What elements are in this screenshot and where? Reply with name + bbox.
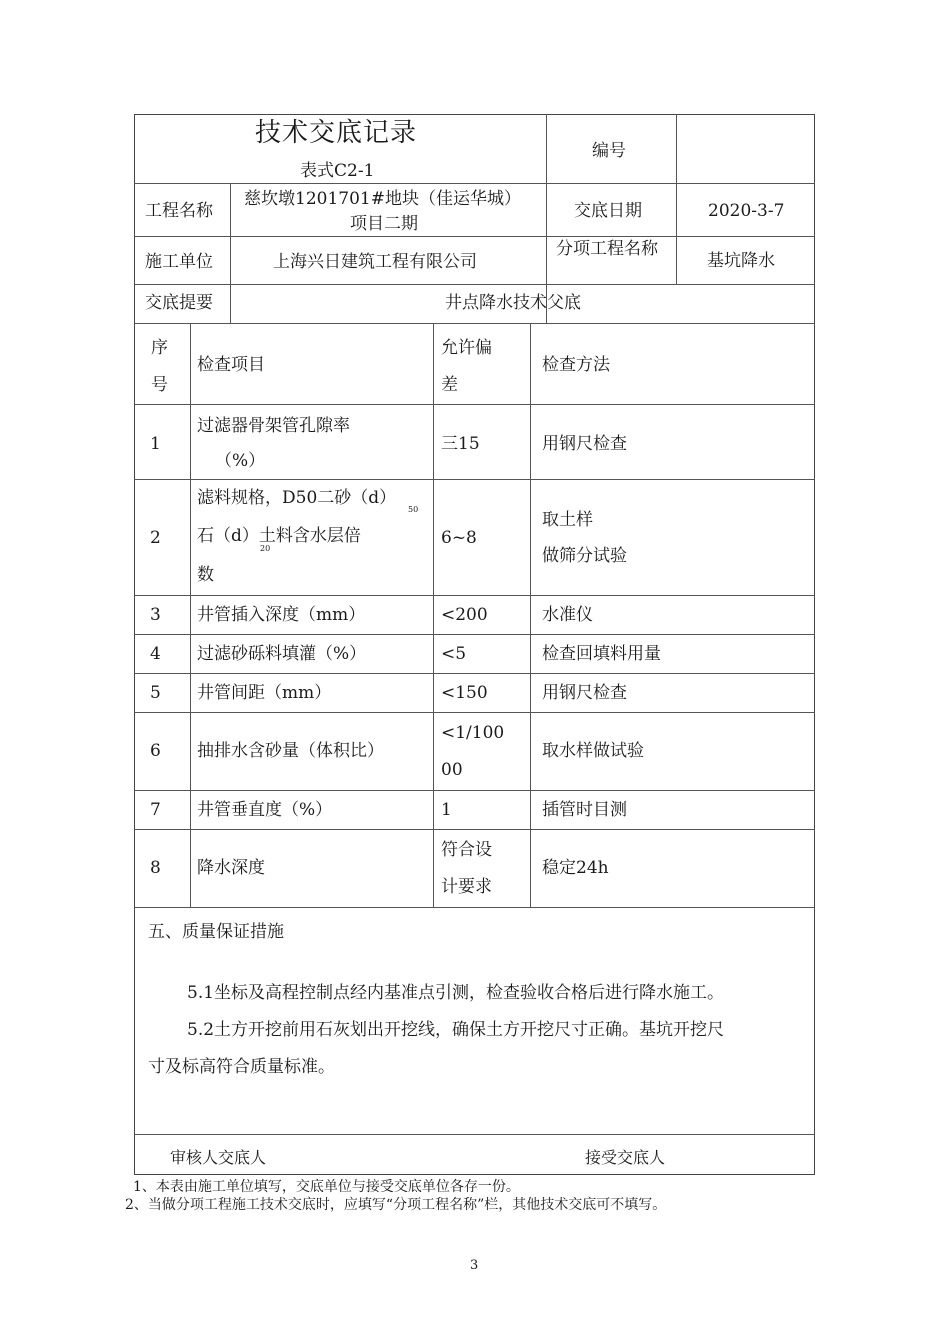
rule-table-col-no xyxy=(190,323,191,907)
date-label: 交底日期 xyxy=(574,201,642,221)
form-code: 表式C2-1 xyxy=(300,161,375,181)
col-item-header: 检查项目 xyxy=(197,355,265,375)
unit-value: 上海兴日建筑工程有限公司 xyxy=(273,252,477,272)
row4-method: 检查回填料用量 xyxy=(542,644,661,664)
row3-tolerance: <200 xyxy=(441,605,488,625)
project-name-line1: 慈坎墩1201701#地块（佳运华城） xyxy=(244,189,521,209)
row2-item-line3: 数 xyxy=(197,565,214,585)
row7-tolerance: 1 xyxy=(441,800,452,820)
rule-quality-bottom xyxy=(134,1134,815,1135)
row1-method: 用钢尺检查 xyxy=(542,434,627,454)
subitem-label: 分项工程名称 xyxy=(556,239,658,259)
quality-paragraph-1: 5.1坐标及高程控制点经内基准点引测，检查验收合格后进行降水施工。 xyxy=(187,983,725,1003)
row6-tolerance-line1: <1/100 xyxy=(441,723,505,743)
rule-row6-bottom xyxy=(134,790,815,791)
rule-row2-bottom xyxy=(134,595,815,596)
number-label: 编号 xyxy=(592,141,626,161)
row6-tolerance-line2: 00 xyxy=(441,760,463,780)
rule-table-col-item xyxy=(433,323,434,907)
unit-label: 施工单位 xyxy=(145,252,213,272)
row2-item-line2: 石（d）土料含水层倍 xyxy=(197,526,361,546)
row8-tolerance-line1: 符合设 xyxy=(441,840,492,860)
row8-item: 降水深度 xyxy=(197,858,265,878)
row2-method-line1: 取土样 xyxy=(542,510,593,530)
row5-tolerance: <150 xyxy=(441,683,488,703)
rule-row8-bottom xyxy=(134,907,815,908)
rule-info-col-right-value xyxy=(676,114,677,284)
rule-unit-bottom xyxy=(134,284,815,285)
row5-no: 5 xyxy=(150,683,161,703)
signature-reviewer-label: 审核人交底人 xyxy=(170,1148,267,1167)
form-title: 技术交底记录 xyxy=(255,118,418,148)
subitem-value: 基坑降水 xyxy=(707,251,775,271)
row1-item-line1: 过滤器骨架管孔隙率 xyxy=(197,416,350,436)
col-tolerance-header-line1: 允许偏 xyxy=(441,338,492,358)
row8-method: 稳定24h xyxy=(542,858,609,878)
col-tolerance-header-line2: 差 xyxy=(441,375,458,395)
row2-subscript-20: 20 xyxy=(260,544,271,553)
row3-method: 水准仪 xyxy=(542,605,593,625)
date-value: 2020-3-7 xyxy=(708,201,785,221)
row4-tolerance: <5 xyxy=(441,644,467,664)
row6-no: 6 xyxy=(150,741,161,761)
rule-summary-bottom xyxy=(134,323,815,324)
rule-row7-bottom xyxy=(134,829,815,830)
page-number: 3 xyxy=(470,1258,479,1273)
row3-item: 井管插入深度（mm） xyxy=(197,605,366,625)
footnote-2: 2、当做分项工程施工技术交底时，应填写“分项工程名称”栏，其他技术交底可不填写。 xyxy=(125,1197,667,1213)
row6-item: 抽排水含砂量（体积比） xyxy=(197,741,384,761)
row4-item: 过滤砂砾料填灌（%） xyxy=(197,644,367,664)
row7-no: 7 xyxy=(150,800,161,820)
rule-row3-bottom xyxy=(134,634,815,635)
project-name-label: 工程名称 xyxy=(145,201,213,221)
rule-info-col-left-label xyxy=(230,183,231,323)
rule-row1-bottom xyxy=(134,479,815,480)
row3-no: 3 xyxy=(150,605,161,625)
rule-row4-bottom xyxy=(134,673,815,674)
summary-value: 井点降水技术父底 xyxy=(445,293,581,313)
rule-table-header-bottom xyxy=(134,404,815,405)
row2-method-line2: 做筛分试验 xyxy=(542,546,627,566)
row7-item: 井管垂直度（%） xyxy=(197,800,333,820)
quality-paragraph-2-line2: 寸及标高符合质量标准。 xyxy=(148,1057,335,1077)
col-no-header-line1: 序 xyxy=(151,338,168,358)
rule-row5-bottom xyxy=(134,712,815,713)
signature-receiver-label: 接受交底人 xyxy=(585,1148,666,1167)
row2-tolerance: 6~8 xyxy=(441,528,477,548)
summary-label: 交底提要 xyxy=(145,293,213,313)
row7-method: 插管时目测 xyxy=(542,800,627,820)
row8-no: 8 xyxy=(150,858,161,878)
quality-paragraph-2-line1: 5.2土方开挖前用石灰划出开挖线，确保土方开挖尺寸正确。基坑开挖尺 xyxy=(187,1020,725,1040)
row6-method: 取水样做试验 xyxy=(542,741,644,761)
row1-tolerance: 三15 xyxy=(441,434,480,454)
row2-subscript-50: 50 xyxy=(408,505,419,514)
row2-no: 2 xyxy=(150,528,161,548)
row2-item-line1: 滤料规格，D50二砂（d） xyxy=(197,488,397,508)
rule-project-bottom xyxy=(134,236,815,237)
quality-heading: 五、质量保证措施 xyxy=(148,922,284,942)
rule-header-bottom xyxy=(134,183,815,184)
row5-method: 用钢尺检查 xyxy=(542,683,627,703)
rule-info-col-right-label xyxy=(546,114,547,323)
row4-no: 4 xyxy=(150,644,161,664)
row5-item: 井管间距（mm） xyxy=(197,683,332,703)
project-name-line2: 项目二期 xyxy=(350,214,418,234)
footnote-1: 1、本表由施工单位填写，交底单位与接受交底单位各存一份。 xyxy=(133,1179,520,1195)
row8-tolerance-line2: 计要求 xyxy=(441,877,492,897)
col-method-header: 检查方法 xyxy=(542,355,610,375)
row1-no: 1 xyxy=(150,434,161,454)
rule-table-col-tolerance xyxy=(530,323,531,907)
col-no-header-line2: 号 xyxy=(151,375,168,395)
row1-item-line2: （%） xyxy=(215,451,266,471)
